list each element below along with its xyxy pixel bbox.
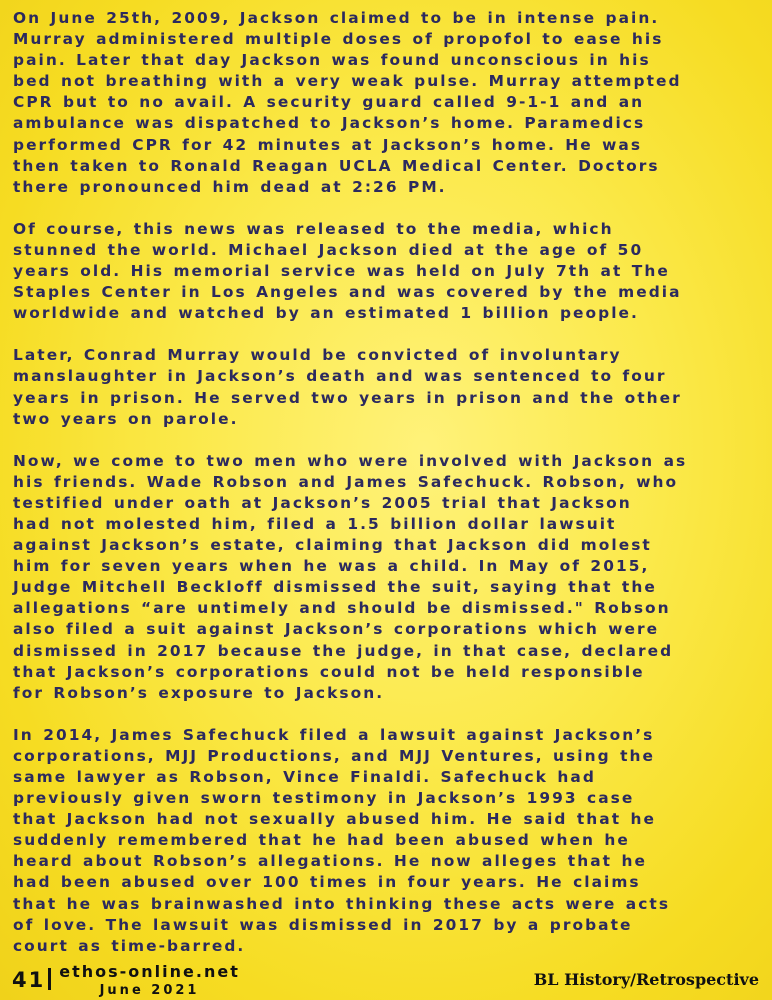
article-paragraph-2: Of course, this news was released to the media, which stunned the world. Michael Jackson died at the age of 50 years old. His memorial service was held on July 7th at The Staples Center in Los Angeles and was covered by the media worldwide and watched by an estimated 1 billion people. [13,219,682,323]
footer-section-title: BL History/Retrospective [533,970,759,989]
article-body [13,8,761,978]
page-footer-left [12,962,240,1000]
article-paragraph-5: In 2014, James Safechuck filed a lawsuit against Jackson’s corporations, MJJ Productions, and MJJ Ventures, using the same lawyer as Robson, Vince Finaldi. Safechuck had previously given sworn testimony in Jackson’s 1993 case that Jackson had not sexually abused him. He said that he suddenly remembered that he had been abused when he heard about Robson’s allegations. He now alleges that he had been abused over 100 times in four years. He claims that he was brainwashed into thinking these acts were acts of love. The lawsuit was dismissed in 2017 by a probate court as time-barred. [13,725,671,955]
article-paragraph-4: Now, we come to two men who were involved with Jackson as his friends. Wade Robson and James Safechuck. Robson, who testified under oath at Jackson’s 2005 trial that Jackson had not molested him, filed a 1.5 billion dollar lawsuit against Jackson’s estate, claiming that Jackson did molest him for seven years when he was a child. In May of 2015, Judge Mitchell Beckloff dismissed the suit, saying that the allegations “are untimely and should be dismissed." Robson also filed a suit against Jackson’s corporations which were dismissed in 2017 because the judge, in that case, declared that Jackson’s corporations could not be held responsible for Robson’s exposure to Jackson. [13,451,688,702]
footer-publication [59,962,240,999]
footer-site-url: ethos-online.net [59,962,240,981]
footer-issue-date: June 2021 [99,983,200,998]
article-paragraph-1: On June 25th, 2009, Jackson claimed to be in intense pain. Murray administered multiple doses of propofol to ease his pain. Later that day Jackson was found unconscious in his bed not breathing with a very weak pulse. Murray attempted CPR but to no avail. A security guard called 9-1-1 and an ambulance was dispatched to Jackson’s home. Paramedics performed CPR for 42 minutes at Jackson’s home. He was then taken to Ronald Reagan UCLA Medical Center. Doctors there pronounced him dead at 2:26 PM. [13,9,682,196]
page-number: 41 [12,968,46,992]
article-paragraph-3: Later, Conrad Murray would be convicted of involuntary manslaughter in Jackson’s death and was sentenced to four years in prison. He served two years in prison and the other two years on parole. [13,346,682,428]
footer-divider [48,968,51,990]
